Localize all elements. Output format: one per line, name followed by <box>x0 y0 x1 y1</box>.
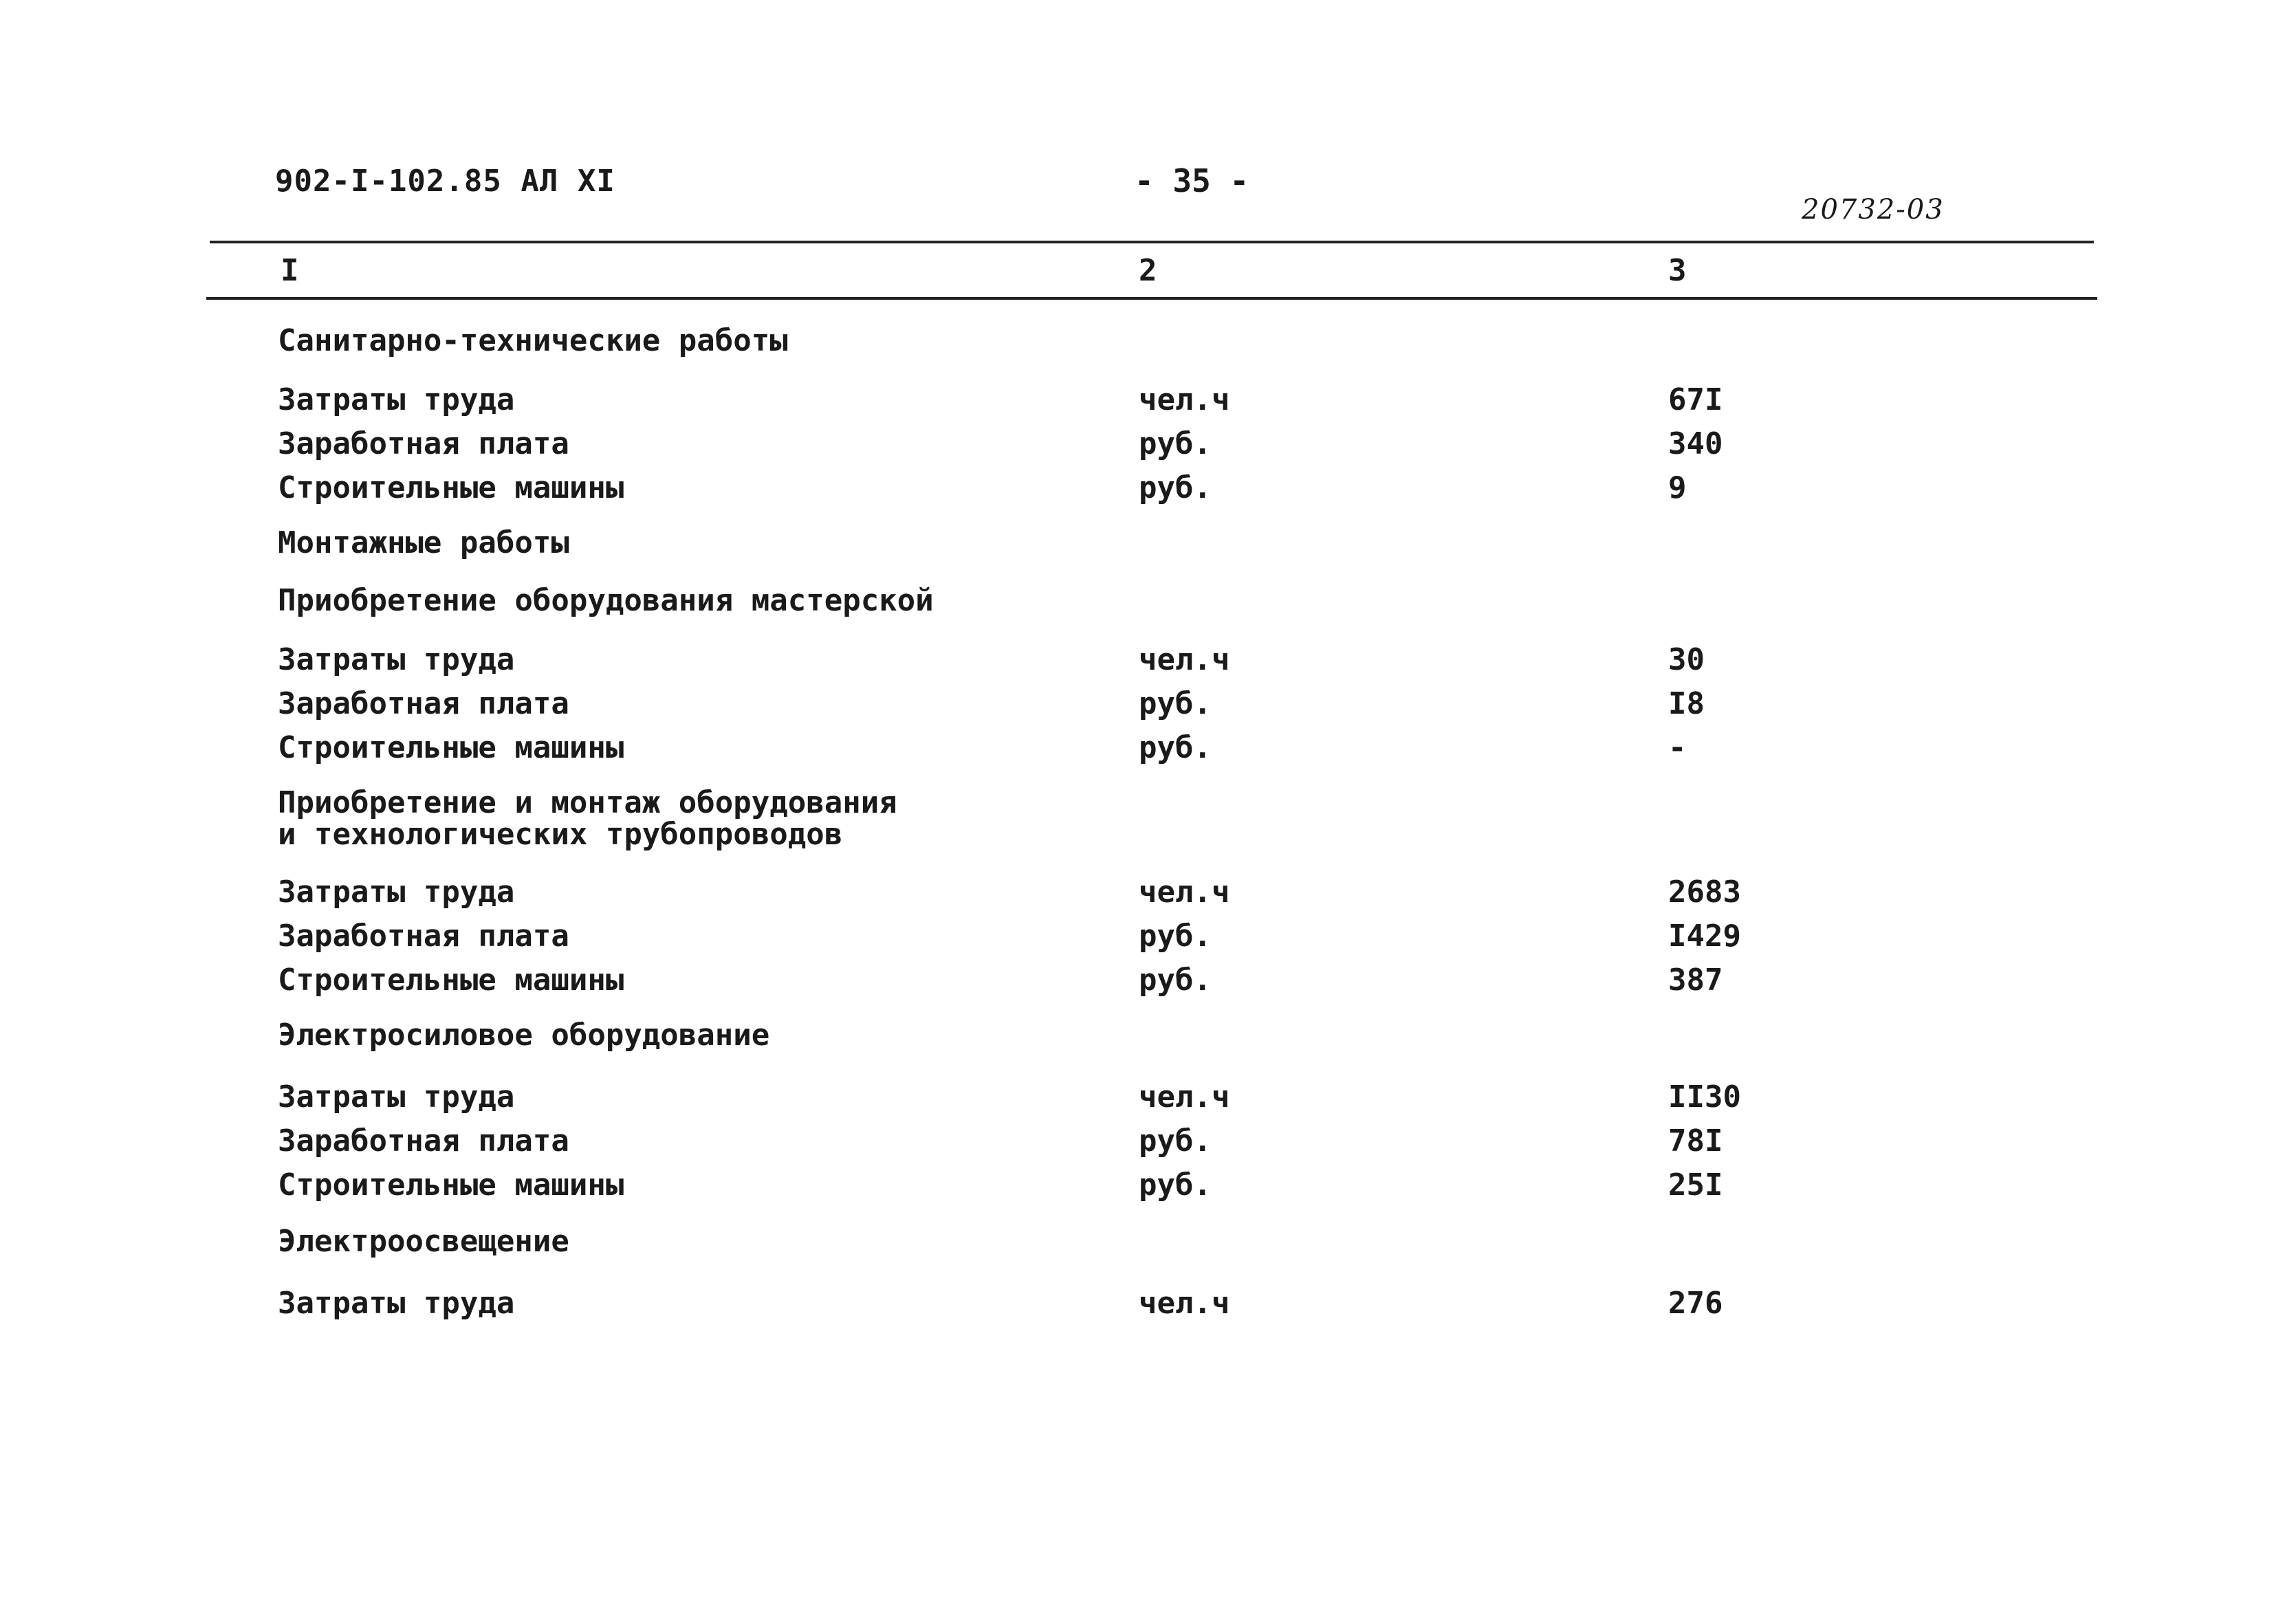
table-row <box>0 1079 2274 1121</box>
row-value: I429 <box>1668 919 1741 954</box>
table-row <box>0 686 2274 727</box>
row-unit: руб. <box>1139 470 1212 505</box>
row-value: 30 <box>1668 642 1705 677</box>
row-label: Затраты труда <box>278 642 515 677</box>
row-unit: руб. <box>1139 730 1212 765</box>
row-label: Заработная плата <box>278 686 569 721</box>
table-row <box>0 1167 2274 1209</box>
row-label: Строительные машины <box>278 730 624 765</box>
row-value: 67I <box>1668 382 1723 417</box>
table-row <box>0 1123 2274 1165</box>
table-row <box>0 642 2274 683</box>
table-row <box>0 919 2274 960</box>
row-value: 2683 <box>1668 875 1741 910</box>
row-unit: чел.ч <box>1139 1286 1230 1321</box>
table-row <box>0 875 2274 916</box>
section-title-assembly: Монтажные работы <box>278 525 569 560</box>
row-value: 387 <box>1668 963 1723 998</box>
table-header-rule <box>206 297 2097 300</box>
table-row <box>0 1286 2274 1327</box>
row-value: I8 <box>1668 686 1705 721</box>
row-label: Затраты труда <box>278 875 515 910</box>
row-value: 9 <box>1668 470 1687 505</box>
row-unit: руб. <box>1139 426 1212 461</box>
archive-number: 20732-03 <box>1802 194 1945 226</box>
table-row <box>0 963 2274 1004</box>
row-unit: руб. <box>1139 963 1212 998</box>
table-top-rule <box>210 241 2094 243</box>
section-title-equipment-pipelines-line-2: и технологических трубопроводов <box>278 817 843 852</box>
table-row <box>0 426 2274 468</box>
row-unit: чел.ч <box>1139 1079 1230 1115</box>
row-value: II30 <box>1668 1079 1741 1115</box>
section-title-lighting: Электроосвещение <box>278 1224 569 1259</box>
document-code: 902-I-102.85 АЛ XI <box>275 164 615 199</box>
row-value: 25I <box>1668 1167 1723 1203</box>
row-label: Заработная плата <box>278 426 569 461</box>
row-value: 340 <box>1668 426 1723 461</box>
table-row <box>0 730 2274 771</box>
section-title-sanitary: Санитарно-технические работы <box>278 323 788 358</box>
row-value: - <box>1668 730 1687 765</box>
row-label: Строительные машины <box>278 470 624 505</box>
row-unit: руб. <box>1139 686 1212 721</box>
section-title-equipment-pipelines-line-1: Приобретение и монтаж оборудования <box>278 785 897 820</box>
row-label: Затраты труда <box>278 382 515 417</box>
row-unit: чел.ч <box>1139 642 1230 677</box>
column-header-2: 2 <box>1139 253 1157 288</box>
row-unit: руб. <box>1139 1123 1212 1159</box>
table-row <box>0 382 2274 424</box>
row-label: Затраты труда <box>278 1079 515 1115</box>
section-title-workshop-equipment: Приобретение оборудования мастерской <box>278 583 934 618</box>
row-unit: руб. <box>1139 1167 1212 1203</box>
row-unit: чел.ч <box>1139 382 1230 417</box>
page-number: - 35 - <box>1135 162 1249 199</box>
row-label: Заработная плата <box>278 919 569 954</box>
table-row <box>0 470 2274 512</box>
section-title-power-equipment: Электросиловое оборудование <box>278 1018 770 1053</box>
row-label: Строительные машины <box>278 1167 624 1203</box>
column-header-1: I <box>281 253 299 288</box>
row-label: Затраты труда <box>278 1286 515 1321</box>
row-unit: чел.ч <box>1139 875 1230 910</box>
column-header-3: 3 <box>1668 253 1687 288</box>
row-value: 276 <box>1668 1286 1723 1321</box>
row-value: 78I <box>1668 1123 1723 1159</box>
row-unit: руб. <box>1139 919 1212 954</box>
row-label: Строительные машины <box>278 963 624 998</box>
row-label: Заработная плата <box>278 1123 569 1159</box>
